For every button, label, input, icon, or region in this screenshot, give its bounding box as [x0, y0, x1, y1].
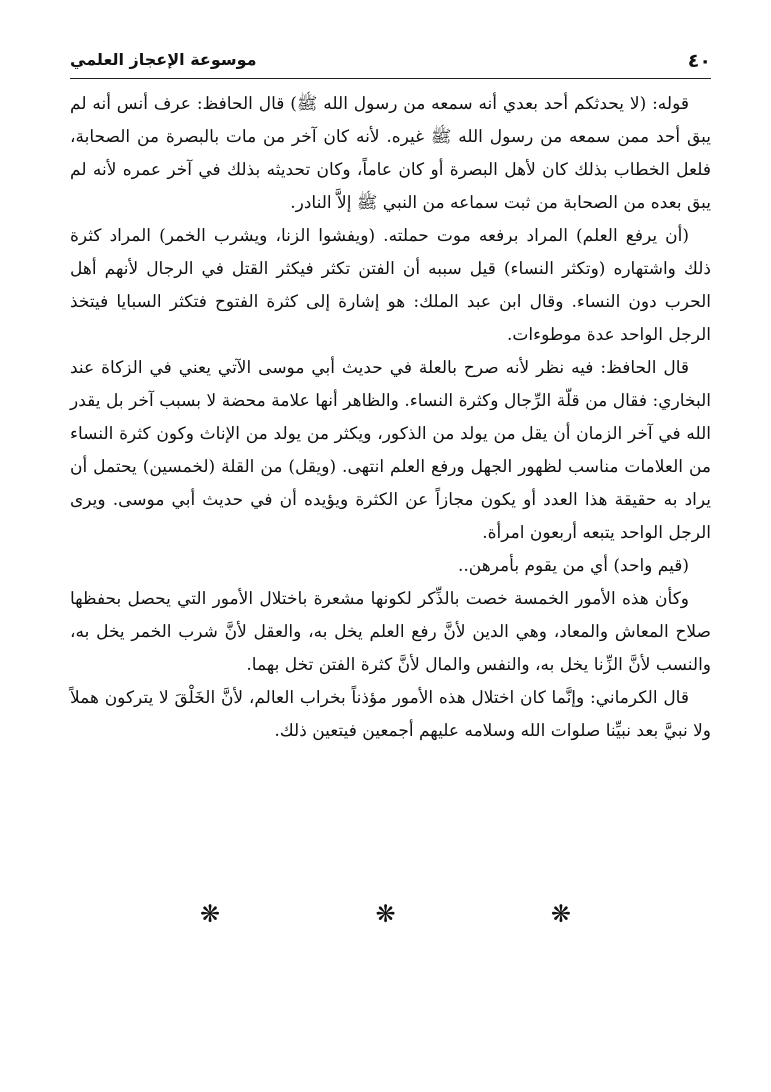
running-title: موسوعة الإعجاز العلمي: [70, 50, 257, 69]
paragraph: (أن يرفع العلم) المراد برفعه موت حملته. (ويفشوا الزنا، ويشرب الخمر) المراد كثرة ذلك واشتهاره (وتكثر النساء) قيل سببه أن الفتن تكثر فيكثر القتل في الرجال لأنهم أهل الحرب دون النساء. وقال ابن عبد الملك: هو إشارة إلى كثرة الفتوح فتكثر السبايا فيتخذ الرجل الواحد عدة موطوءات.: [70, 226, 711, 345]
asterisk-ornament-icon: ❋: [375, 900, 396, 928]
paragraph: قال الحافظ: فيه نظر لأنه صرح بالعلة في حديث أبي موسى الآتي يعني في الزكاة عند البخاري: فقال من قلّة الرِّجال وكثرة النساء. والظاهر أنها علامة محضة لا بسبب آخر بل يقدر الله في آخر الزمان أن يقل من يولد من الذكور، ويكثر من يولد من الإناث وكون كثرة النساء من العلامات مناسب لظهور الجهل ورفع العلم انتهى. (ويقل) من القلة (لخمسين) يحتمل أن يراد به حقيقة هذا العدد أو يكون مجازاً عن الكثرة ويؤيده أن في حديث أبي موسى. ويرى الرجل الواحد يتبعه أربعون امرأة.: [70, 358, 711, 543]
page-number: ٤٠: [687, 50, 711, 72]
section-separator: [200, 900, 571, 928]
paragraph: قوله: (لا يحدثكم أحد بعدي أنه سمعه من رسول الله ﷺ) قال الحافظ: عرف أنس أنه لم يبق أحد ممن سمعه من رسول الله ﷺ غيره. لأنه كان آخر من مات بالبصرة من الصحابة، فلعل الخطاب بذلك كان لأهل البصرة أو كان عاماً، وكان تحديثه بذلك في آخر عمره لأنه لم يبق بعده من الصحابة من ثبت سماعه من النبي ﷺ إلاَّ النادر.: [70, 94, 711, 213]
paragraph: قال الكرماني: وإنَّما كان اختلال هذه الأمور مؤذناً بخراب العالم، لأنَّ الخَلْقَ لا يتركون هملاً ولا نبيَّ بعد نبيِّنا صلوات الله وسلامه عليهم أجمعين فيتعين ذلك.: [70, 688, 711, 741]
body-text: [70, 88, 711, 748]
paragraph: وكأن هذه الأمور الخمسة خصت بالذِّكر لكونها مشعرة باختلال الأمور التي يحصل بحفظها صلاح المعاش والمعاد، وهي الدين لأنَّ رفع العلم يخل به، والعقل لأنَّ شرب الخمر يخل به، والنسب لأنَّ الزِّنا يخل به، والنفس والمال لأنَّ كثرة الفتن تخل بهما.: [70, 589, 711, 675]
paragraph: (قيم واحد) أي من يقوم بأمرهن..: [457, 556, 689, 576]
asterisk-ornament-icon: ❋: [200, 900, 221, 928]
asterisk-ornament-icon: ❋: [550, 900, 571, 928]
page-header: [70, 48, 711, 79]
